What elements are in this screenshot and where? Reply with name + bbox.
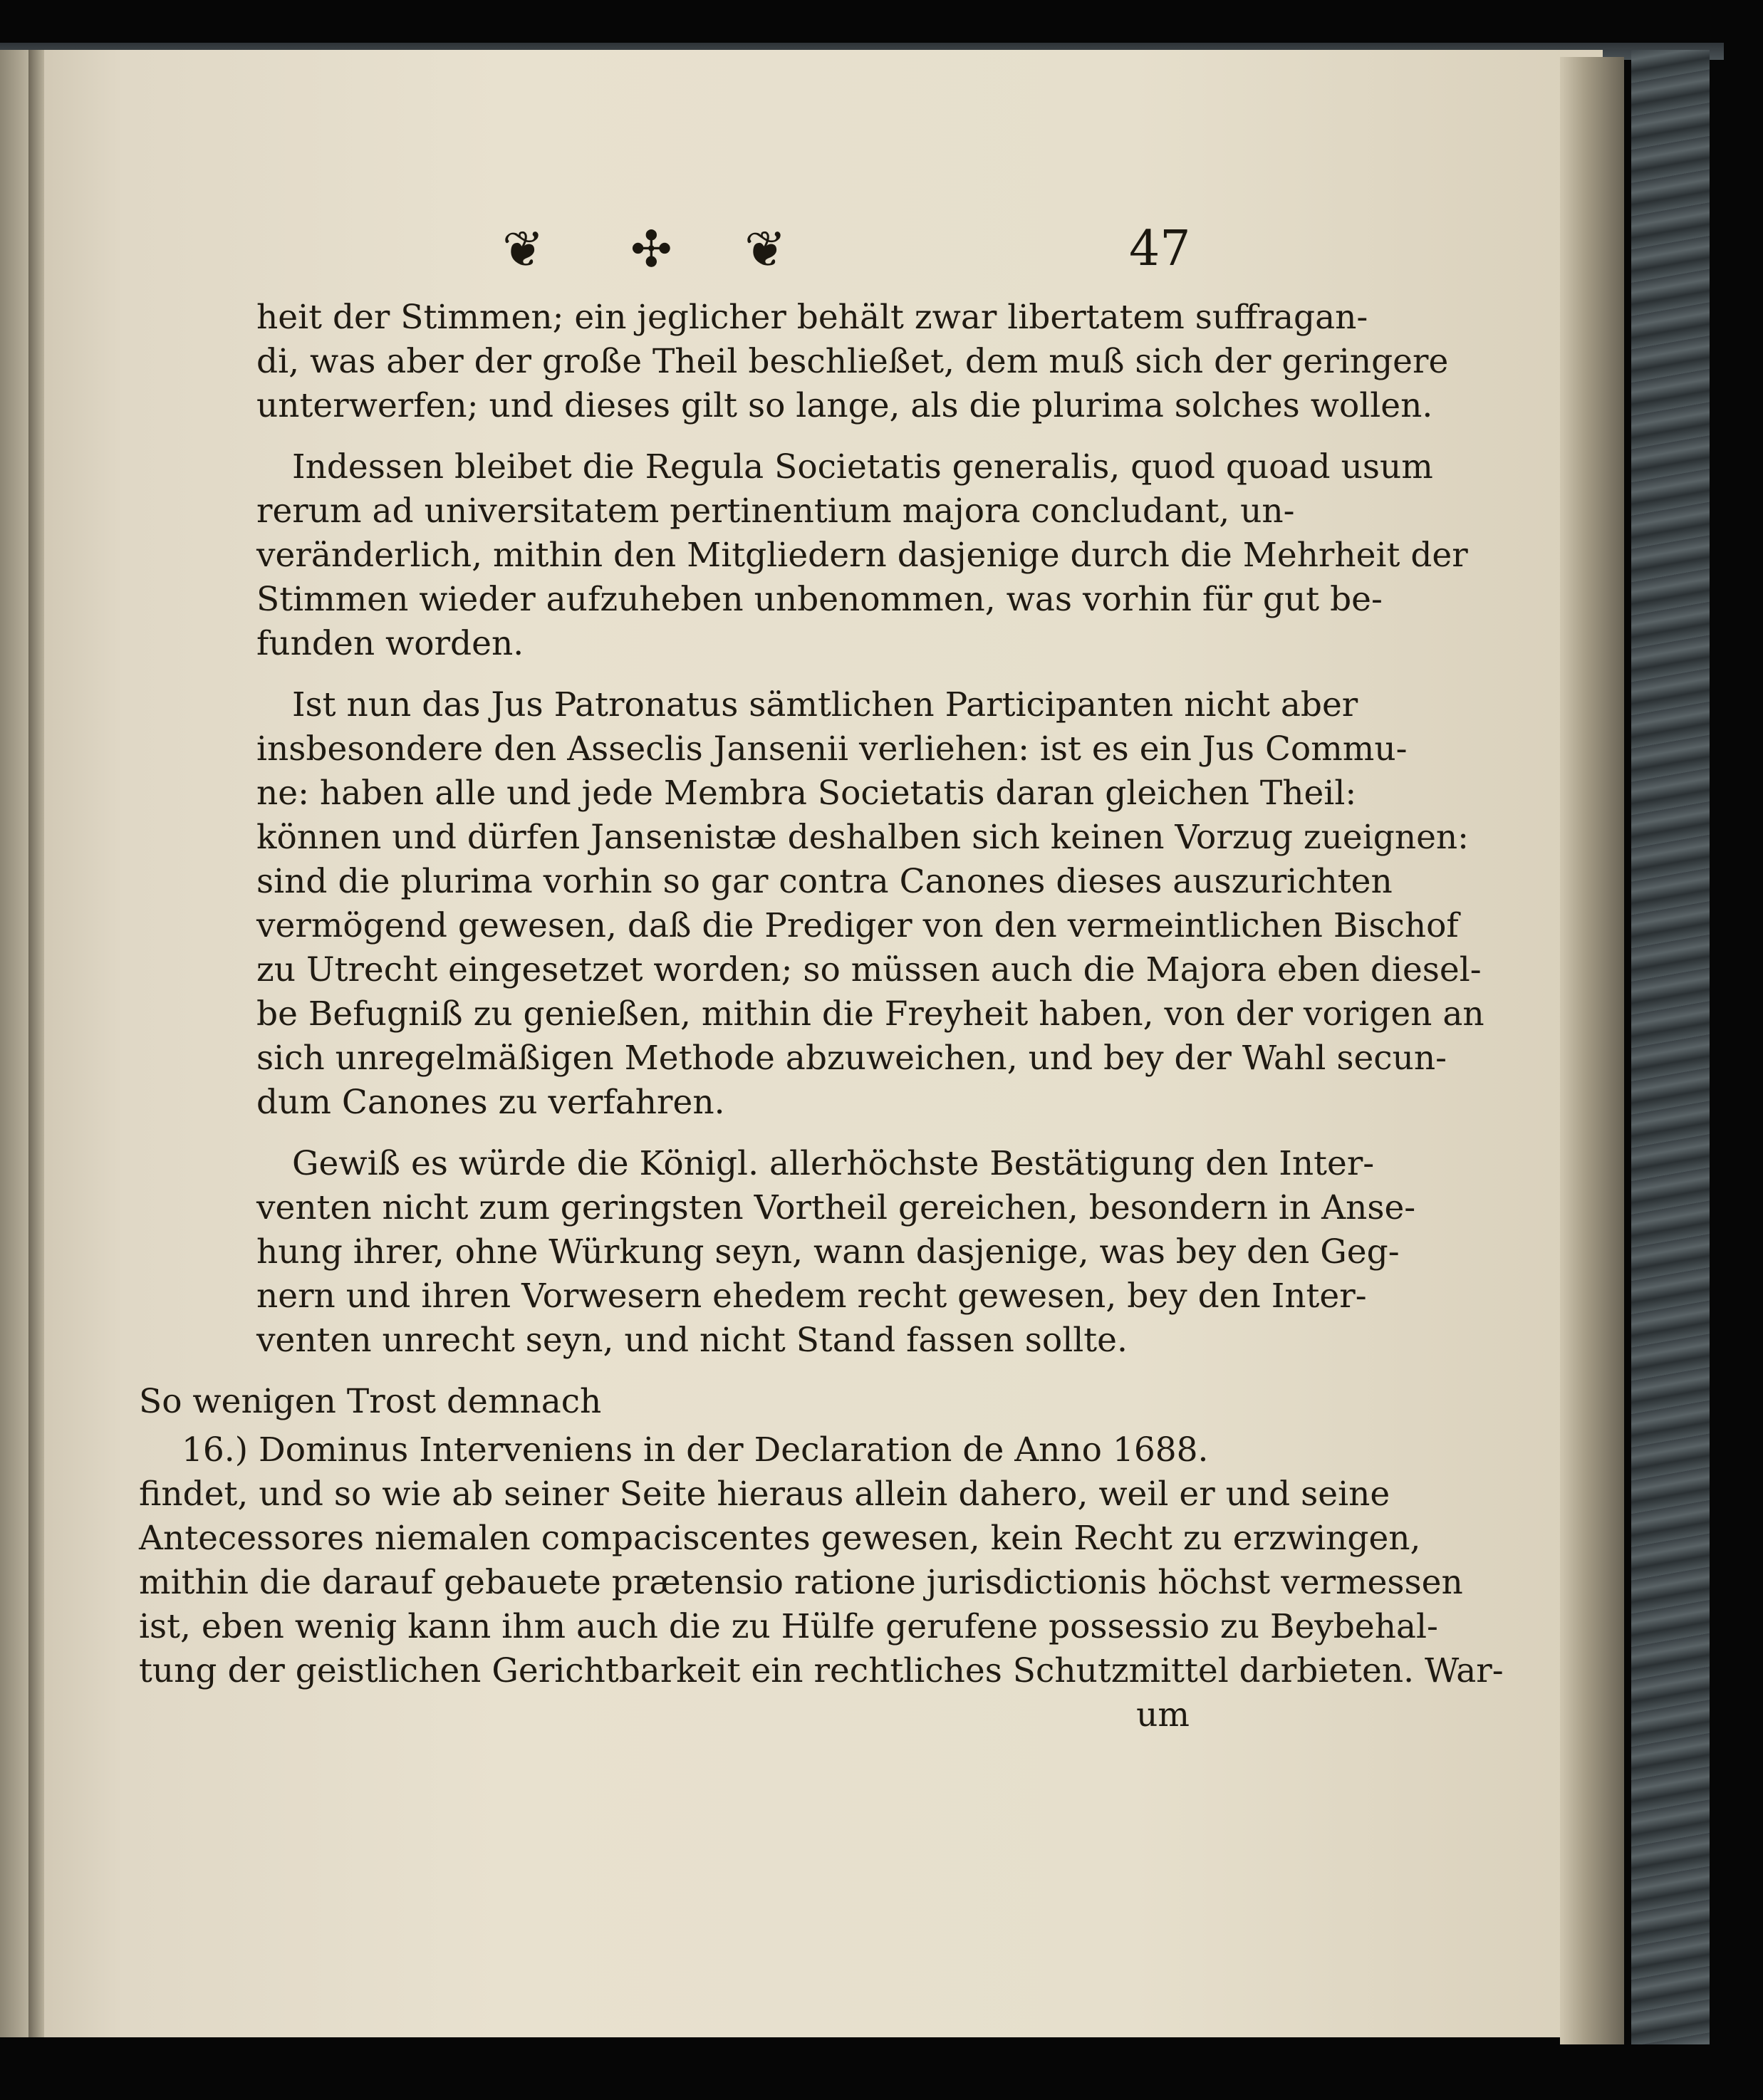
- paragraph-3: [256, 683, 1484, 1125]
- text-line: vermögend gewesen, daß die Prediger von den vermeintlichen Bischof: [256, 906, 1459, 945]
- fleuron-center-icon: ✣: [630, 220, 672, 279]
- text-line: Ist nun das Jus Patronatus sämtlichen Participanten nicht aber: [292, 685, 1358, 724]
- paragraph-4: [256, 1142, 1416, 1363]
- text-line: ne: haben alle und jede Membra Societatis daran gleichen Theil:: [256, 774, 1357, 813]
- text-line: rerum ad universitatem pertinentium majora concludant, un-: [256, 492, 1295, 531]
- text-line: 16.) Dominus Interveniens in der Declaration de Anno 1688.: [182, 1430, 1209, 1470]
- paragraph-2: [256, 445, 1468, 666]
- text-line: können und dürfen Jansenistæ deshalben sich keinen Vorzug zueignen:: [256, 818, 1470, 857]
- text-line: mithin die darauf gebauete prætensio ratione jurisdictionis höchst vermessen: [139, 1563, 1463, 1602]
- text-line: funden worden.: [256, 624, 524, 663]
- catchword: um: [1136, 1695, 1190, 1735]
- text-line: be Befugniß zu genießen, mithin die Freyheit haben, von der vorigen an: [256, 994, 1484, 1034]
- outdented-section: [139, 1380, 1504, 1737]
- text-line: insbesondere den Asseclis Jansenii verliehen: ist es ein Jus Commu-: [256, 729, 1408, 769]
- body-text: [139, 296, 1504, 1737]
- text-line: unterwerfen; und dieses gilt so lange, als die plurima solches wollen.: [256, 386, 1433, 425]
- text-line: ist, eben wenig kann ihm auch die zu Hülfe gerufene possessio zu Beybehal-: [139, 1607, 1438, 1646]
- text-line: di, was aber der große Theil beschließet, dem muß sich der geringere: [256, 342, 1449, 381]
- paragraph-1: [256, 296, 1449, 428]
- text-line: venten nicht zum geringsten Vortheil gereichen, besondern in Anse-: [256, 1188, 1416, 1227]
- text-line: tung der geistlichen Gerichtbarkeit ein rechtliches Schutzmittel darbieten. War-: [139, 1651, 1504, 1690]
- page-header: [0, 214, 1763, 285]
- text-line: hung ihrer, ohne Würkung seyn, wann dasjenige, was bey den Geg-: [256, 1232, 1400, 1272]
- text-line: sind die plurima vorhin so gar contra Canones dieses auszurichten: [256, 862, 1393, 901]
- text-line: veränderlich, mithin den Mitgliedern dasjenige durch die Mehrheit der: [256, 536, 1468, 575]
- text-line: Stimmen wieder aufzuheben unbenommen, was vorhin für gut be-: [256, 580, 1383, 619]
- page-fore-edge: [1560, 57, 1624, 2044]
- book-cover-edge: [1631, 50, 1710, 2044]
- text-line: Indessen bleibet die Regula Societatis generalis, quod quoad usum: [292, 447, 1433, 487]
- text-line: venten unrecht seyn, und nicht Stand fassen sollte.: [256, 1321, 1128, 1360]
- text-line: dum Canones zu verfahren.: [256, 1083, 725, 1122]
- text-line: heit der Stimmen; ein jeglicher behält zwar libertatem suffragan-: [256, 298, 1368, 337]
- text-line: zu Utrecht eingesetzet worden; so müssen auch die Majora eben diesel-: [256, 950, 1482, 989]
- text-line: Gewiß es würde die Königl. allerhöchste Bestätigung den Inter-: [292, 1144, 1375, 1183]
- text-line: sich unregelmäßigen Methode abzuweichen, und bey der Wahl secun-: [256, 1039, 1447, 1078]
- outdented-line: So wenigen Trost demnach: [139, 1382, 602, 1421]
- text-line: findet, und so wie ab seiner Seite hieraus allein dahero, weil er und seine: [139, 1475, 1390, 1514]
- fleuron-right-icon: ❦: [744, 220, 786, 279]
- page-gutter: [28, 50, 44, 2037]
- fleuron-left-icon: ❦: [502, 220, 544, 279]
- page-number: 47: [1129, 221, 1191, 277]
- text-line: nern und ihren Vorwesern ehedem recht gewesen, bey den Inter-: [256, 1277, 1367, 1316]
- text-line: Antecessores niemalen compaciscentes gewesen, kein Recht zu erzwingen,: [139, 1519, 1421, 1558]
